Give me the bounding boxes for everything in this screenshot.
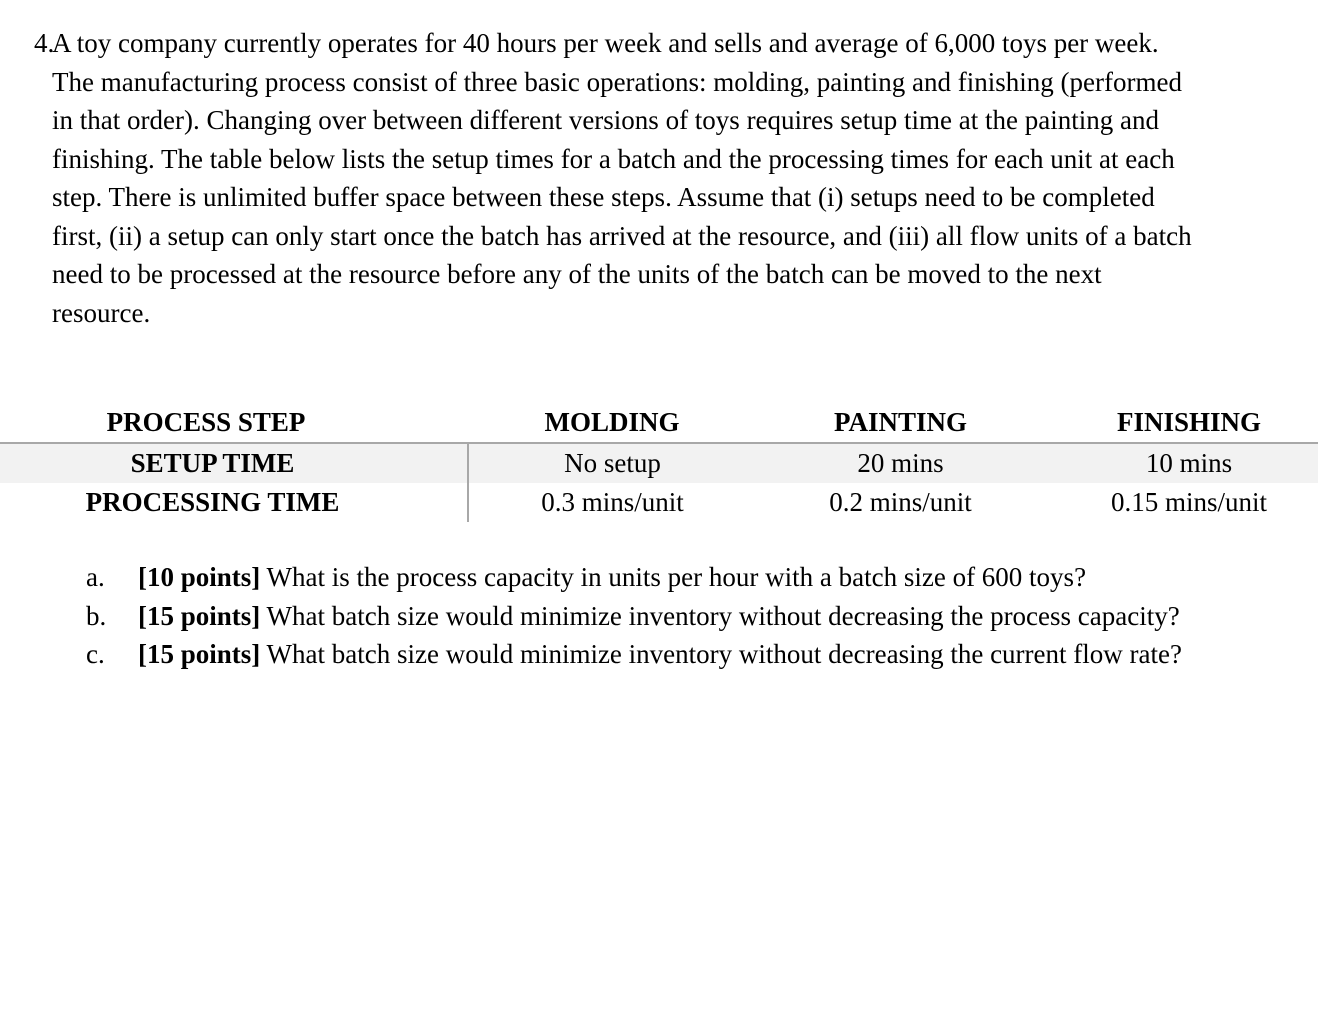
row-label-setup-time: SETUP TIME <box>0 444 468 483</box>
subquestion-marker-b: b. <box>86 600 107 631</box>
cell-setup-molding: No setup <box>468 444 756 483</box>
cell-setup-finishing: 10 mins <box>1045 444 1318 483</box>
question-row <box>0 24 1318 332</box>
header-process-step: PROCESS STEP <box>106 407 306 437</box>
cell-processing-finishing: 0.15 mins/unit <box>1045 483 1318 522</box>
table-row <box>0 444 1318 483</box>
cell-processing-molding: 0.3 mins/unit <box>468 483 756 522</box>
question-number: 4. <box>34 28 55 58</box>
table-header-row <box>0 403 1318 442</box>
list-item <box>0 597 1318 636</box>
row-label-processing-time: PROCESSING TIME <box>0 483 468 522</box>
header-finishing: FINISHING <box>1116 407 1262 437</box>
subquestion-list <box>0 558 1318 674</box>
header-molding: MOLDING <box>544 407 680 437</box>
question-text: A toy company currently operates for 40 hours per week and sells and average of 6,000 toys per week. The manufacturing process consist of three basic operations: molding, painting and finishing (performed in that order). Changing over between different versions of toys requires setup time at the painting and finishing. The table below lists the setup times for a batch and the processing times for each unit at each step. There is unlimited buffer space between these steps. Assume that (i) setups need to be completed first, (ii) a setup can only start once the batch has arrived at the resource, and (iii) all flow units of a batch need to be processed at the resource before any of the units of the batch can be moved to the next resource. <box>52 28 1192 328</box>
list-item <box>0 635 1318 674</box>
table-row <box>0 483 1318 522</box>
points-badge-c: [15 points] <box>138 639 261 669</box>
subquestion-text-c <box>138 635 1286 674</box>
list-item <box>0 558 1318 597</box>
subquestion-body-c: What batch size would minimize inventory without decreasing the current flow rate? <box>260 639 1182 669</box>
subquestion-body-b: What batch size would minimize inventory without decreasing the process capacity? <box>260 600 1180 631</box>
points-badge-a: [10 points] <box>138 562 261 592</box>
points-badge-b: [15 points] <box>138 600 261 631</box>
process-step-table <box>0 403 1318 522</box>
question-block <box>0 24 1318 332</box>
subquestion-text-b <box>138 597 1286 636</box>
subquestion-marker-c: c. <box>86 639 105 669</box>
subquestion-marker-a: a. <box>86 562 105 592</box>
header-painting: PAINTING <box>833 407 967 437</box>
cell-setup-painting: 20 mins <box>756 444 1045 483</box>
subquestion-text-a <box>138 558 1286 597</box>
subquestion-body-a: What is the process capacity in units per hour with a batch size of 600 toys? <box>260 562 1087 592</box>
cell-processing-painting: 0.2 mins/unit <box>756 483 1045 522</box>
